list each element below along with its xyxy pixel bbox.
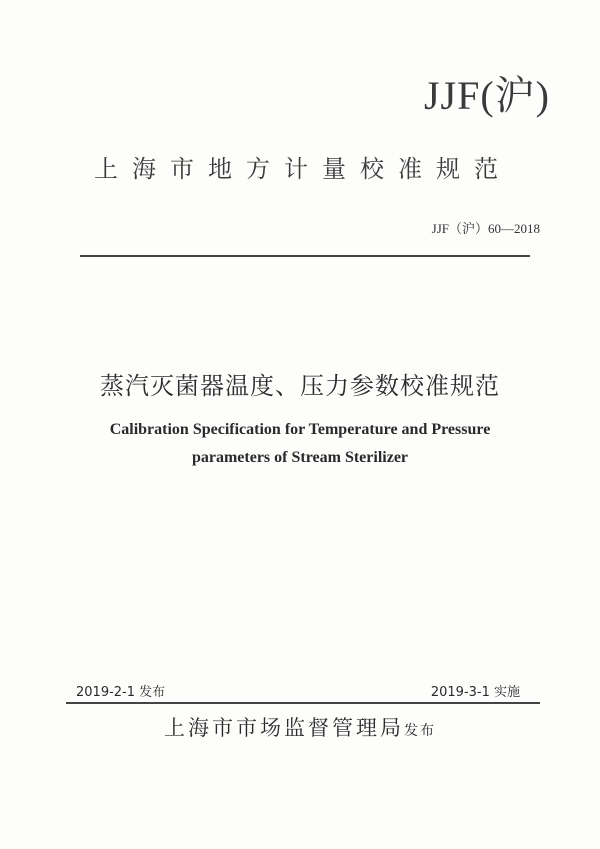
issue-date: 2019-2-1 发布 — [76, 685, 166, 700]
series-title: 上海市地方计量校准规范 — [94, 155, 512, 183]
top-divider — [80, 255, 530, 257]
standard-code-mark: JJF(沪) — [423, 73, 550, 118]
issuer-suffix: 发布 — [404, 723, 436, 739]
bottom-divider — [66, 702, 540, 704]
issuer-name: 上海市市场监督管理局 — [164, 716, 404, 740]
implementation-date: 2019-3-1 实施 — [430, 685, 520, 700]
issuer-line — [0, 712, 600, 742]
document-title-english-line2: parameters of Stream Sterilizer — [191, 449, 409, 466]
standard-number: JJF（沪）60—2018 — [431, 221, 540, 236]
document-title-chinese: 蒸汽灭菌器温度、压力参数校准规范 — [100, 372, 500, 400]
document-title-english-line1: Calibration Specification for Temperature and Pressure — [109, 421, 491, 438]
